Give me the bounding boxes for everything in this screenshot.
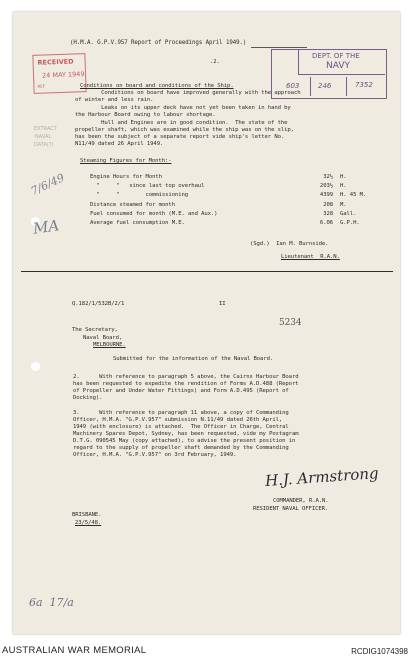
conditions-line-1: Conditions on board have improved generally with the approach	[75, 90, 301, 96]
footer-record-id: RCDIG1074398	[351, 647, 408, 656]
document-page: (H.M.A. G.P.V.957 Report of Proceedings April 1949.) .2. RECEIVED 24 MAY 1949 REF DEPT. OF THE NAVY 603 246 7352 EXTRACT NAVAL DATA(?) Conditions on board and conditions of the Ship. Conditions on board have improved generally with the approach of winter and less rain. Leaks on its upper deck have not yet been taken in hand by the Harbour Board owing to labour shortage. Hull and Engines are in good condition. The state of the propeller shaft, which was examined while the ship was on the slip, has been the subject of a separate report vide ship's letter No. N11/49 dated 26 April 1949. Steaming Figures for Month:- Engine Hours for Month 32½ H. " " since last top overhaul 203½ H. " " commissioning 4399 H. 45 M. Distance steamed for month 208 M. Fuel consumed for month (M.E. and Aux.) 328 Gall. Average fuel consumption M.E. 6.06 G.P.H. 7/6/49 MA (Sgd.) Ian M. Burnside. Lieutenant R.A.N. Q.182/1/532B/2/1 II 5234 The Secretary, Naval Board, MELBOURNE. Submitted for the information of the Naval Board. 2. With reference to paragraph 5 above, the Cairns Harbour Board has been requested to expedite the rendition of Forms A.D.488 (Report of Propeller and Under Water Fittings) and Form A.D.495 (Report of Docking). 3. With reference to paragraph 11 above, a copy of Commanding Officer, H.M.A. "G.P.V.957" submission N.11/49 dated 26th April, 1949 (with enclosure) is attached. The Officer in Charge, Central Machinery Spares Depot, Sydney, has been requested, vide my Postagram D.T.G. 090545 May (copy attached), to advise the present position in regard to the supply of propeller shaft demanded by the Commanding Officer, H.M.A. "G.P.V.957" on 3rd February, 1949. H.J. Armstrong COMMANDER, R.A.N. RESIDENT NAVAL OFFICER. BRISBANE. 23/5/48. 6a 17/a	[13, 12, 400, 634]
para3-line-6: regard to the supply of propeller shaft demanded by the Commanding	[73, 445, 289, 451]
punch-hole-bottom	[31, 362, 40, 371]
addressee-line-3: MELBOURNE.	[93, 342, 126, 348]
para2-line-3: of Propeller and Under Water Fittings) and Form A.D.495 (Report of	[73, 388, 289, 394]
para3-line-4: Machinery Spares Depot, Sydney, has been requested, vide my Postagram	[73, 431, 299, 437]
original-signed: (Sgd.) Ian M. Burnside.	[250, 241, 329, 247]
conditions-heading: Conditions on board and conditions of the Ship.	[80, 83, 234, 89]
received-stamp: RECEIVED 24 MAY 1949 REF	[32, 53, 86, 94]
footer-awm-label: AUSTRALIAN WAR MEMORIAL	[2, 645, 147, 656]
minute-reference: Q.182/1/532B/2/1	[72, 301, 125, 307]
date-line: 23/5/48.	[75, 520, 102, 526]
para3-line-1: 3. With reference to paragraph 11 above, a copy of Commanding	[73, 410, 289, 416]
conditions-line-3: Leaks on its upper deck have not yet been taken in hand by	[75, 105, 291, 111]
original-rank: Lieutenant R.A.N.	[281, 254, 340, 260]
conditions-line-8: N11/49 dated 26 April 1949.	[75, 141, 164, 147]
para3-line-2: Officer, H.M.A. "G.P.V.957" submission N.11/49 dated 26th April,	[73, 417, 283, 423]
steaming-heading: Steaming Figures for Month:-	[80, 158, 172, 164]
conditions-line-6: propeller shaft, which was examined while the ship was on the slip,	[75, 127, 294, 133]
para3-line-7: Officer, H.M.A. "G.P.V.957" on 3rd February, 1949.	[73, 452, 237, 458]
page-number: .2.	[210, 59, 220, 65]
conditions-line-7: has been the subject of a separate report vide ship's letter No.	[75, 134, 285, 140]
pencil-initials: MA	[31, 216, 61, 238]
para2-line-2: has been requested to expedite the rendition of Forms A.D.488 (Report	[73, 381, 299, 387]
place-line: BRISBANE.	[72, 512, 102, 518]
faint-margin-3: DATA(?)	[34, 142, 54, 148]
minute-roman-number: II	[219, 301, 226, 307]
addressee-line-1: The Secretary,	[72, 327, 118, 333]
header-underline	[251, 47, 307, 48]
dept-of-navy-stamp: DEPT. OF THE NAVY 603 246 7352	[271, 49, 387, 99]
pencil-note-bottom: 6a 17/a	[29, 596, 74, 609]
faint-margin-2: NAVAL	[35, 134, 52, 140]
commander-title: COMMANDER, R.A.N.	[273, 498, 329, 504]
para3-line-5: D.T.G. 090545 May (copy attached), to advise the present position in	[73, 438, 296, 444]
conditions-line-2: of winter and less rain.	[75, 97, 154, 103]
conditions-line-5: Hull and Engines are in good condition. The state of the	[75, 120, 288, 126]
para2-line-1: 2. With reference to paragraph 5 above, the Cairns Harbour Board	[73, 374, 299, 380]
pencil-note-top: 7/6/49	[28, 171, 67, 198]
submitted-line: Submitted for the information of the Naval Board.	[113, 356, 274, 362]
section-divider	[21, 271, 393, 272]
addressee-line-2: Naval Board,	[83, 335, 123, 341]
faint-margin-1: EXTRACT	[34, 126, 57, 132]
resident-officer-title: RESIDENT NAVAL OFFICER.	[253, 506, 329, 512]
handwritten-signature: H.J. Armstrong	[264, 464, 380, 490]
para3-line-3: 1949 (with enclosure) is attached. The Officer in Charge, Central	[73, 424, 289, 430]
report-header: (H.M.A. G.P.V.957 Report of Proceedings April 1949.)	[70, 40, 247, 46]
conditions-line-4: the Harbour Board owing to labour shortage.	[75, 112, 216, 118]
registry-number: 5234	[279, 318, 302, 328]
para2-line-4: Docking).	[73, 395, 103, 401]
